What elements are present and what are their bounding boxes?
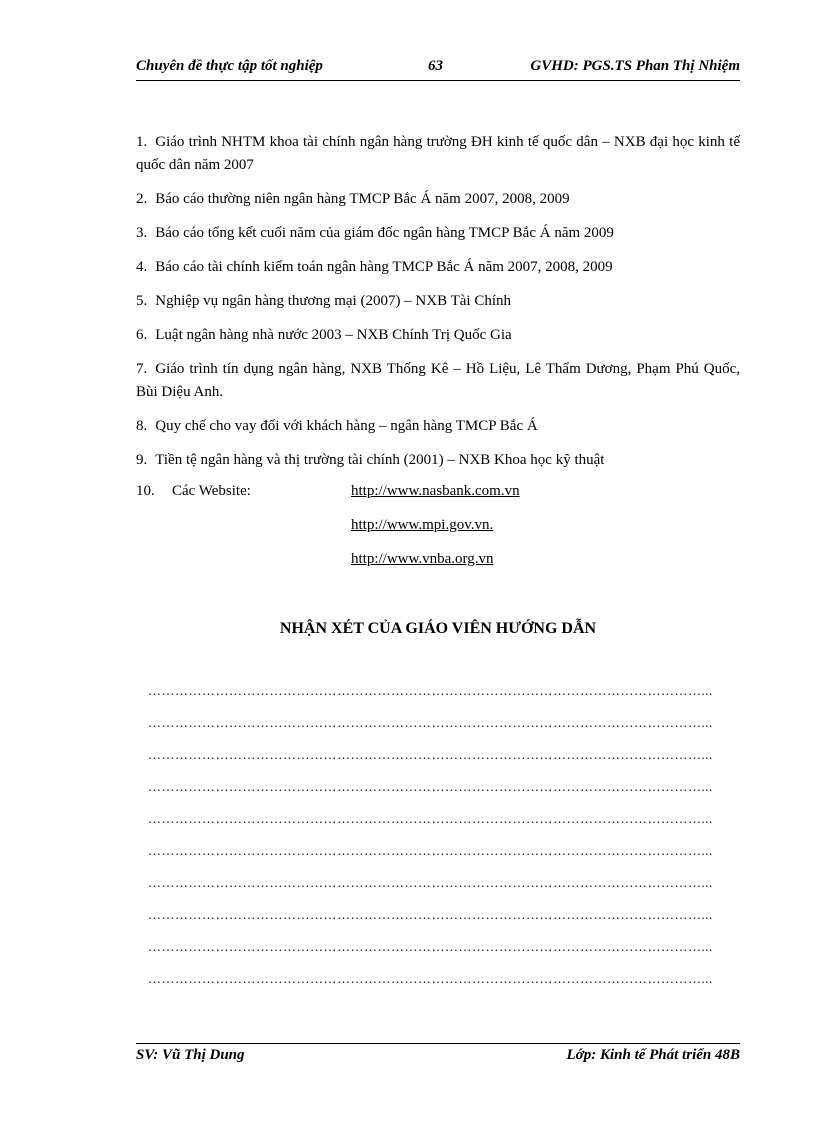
reference-item: [136, 131, 740, 177]
header-title: Chuyên đề thực tập tốt nghiệp: [136, 58, 323, 74]
reference-text: Quy chế cho vay đối với khách hàng – ngân hàng TMCP Bắc Á: [155, 418, 538, 434]
comment-line: ……………………………………………………………………………………………………………...: [148, 939, 713, 954]
reference-text: Báo cáo tài chính kiểm toán ngân hàng TMCP Bắc Á năm 2007, 2008, 2009: [155, 259, 613, 275]
reference-text: Nghiệp vụ ngân hàng thương mại (2007) – NXB Tài Chính: [155, 293, 511, 309]
page-footer: [136, 1043, 740, 1070]
reference-number: 3.: [136, 225, 148, 241]
website-link-vnba[interactable]: http://www.vnba.org.vn: [351, 551, 494, 567]
reference-text: Giáo trình tín dụng ngân hàng, NXB Thống Kê – Hồ Liệu, Lê Thẩm Dương, Phạm Phú Quốc, Bùi Diệu Anh.: [136, 361, 740, 400]
website-row: [136, 483, 740, 517]
reference-item: [136, 188, 740, 211]
reference-text: Luật ngân hàng nhà nước 2003 – NXB Chính Trị Quốc Gia: [155, 327, 512, 343]
reference-item: [136, 324, 740, 347]
comment-lines: [148, 683, 728, 1003]
reference-number: 5.: [136, 293, 148, 309]
reference-number: 9.: [136, 452, 148, 468]
comment-line: ……………………………………………………………………………………………………………...: [148, 843, 713, 858]
reference-number: 2.: [136, 191, 148, 207]
comment-line: ……………………………………………………………………………………………………………...: [148, 779, 713, 794]
reference-item: [136, 290, 740, 313]
page-header: [136, 56, 740, 81]
website-link-mpi[interactable]: http://www.mpi.gov.vn.: [351, 517, 494, 533]
websites-label: Các Website:: [172, 483, 251, 499]
header-advisor: GVHD: PGS.TS Phan Thị Nhiệm: [530, 58, 740, 74]
reference-item: [136, 449, 740, 472]
website-row: [136, 551, 740, 585]
comment-line: ……………………………………………………………………………………………………………...: [148, 683, 713, 698]
reference-number: 6.: [136, 327, 148, 343]
reference-number: 1.: [136, 134, 148, 150]
reference-number: 10.: [136, 483, 155, 499]
comment-line: ……………………………………………………………………………………………………………...: [148, 875, 713, 890]
reference-text: Tiền tệ ngân hàng và thị trường tài chính (2001) – NXB Khoa học kỹ thuật: [155, 452, 605, 468]
website-row: [136, 517, 740, 551]
footer-student: SV: Vũ Thị Dung: [136, 1047, 245, 1063]
footer-class: Lớp: Kinh tế Phát triển 48B: [566, 1047, 740, 1063]
comment-line: ……………………………………………………………………………………………………………...: [148, 907, 713, 922]
reference-text: Giáo trình NHTM khoa tài chính ngân hàng trường ĐH kinh tế quốc dân – NXB đại học kinh tế quốc dân năm 2007: [136, 134, 740, 173]
comment-line: ……………………………………………………………………………………………………………...: [148, 811, 713, 826]
reference-text: Báo cáo tổng kết cuối năm của giám đốc ngân hàng TMCP Bắc Á năm 2009: [155, 225, 614, 241]
reference-item: [136, 415, 740, 438]
reference-text: Báo cáo thường niên ngân hàng TMCP Bắc Á năm 2007, 2008, 2009: [155, 191, 570, 207]
reference-item: [136, 256, 740, 279]
comment-line: ……………………………………………………………………………………………………………...: [148, 747, 713, 762]
reference-item: [136, 358, 740, 404]
reference-number: 4.: [136, 259, 148, 275]
page-number: 63: [428, 58, 443, 74]
website-link-nasbank[interactable]: http://www.nasbank.com.vn: [351, 483, 520, 499]
comment-line: ……………………………………………………………………………………………………………...: [148, 715, 713, 730]
reference-number: 8.: [136, 418, 148, 434]
reference-number: 7.: [136, 361, 148, 377]
comment-line: ……………………………………………………………………………………………………………...: [148, 971, 713, 986]
reference-list: [136, 131, 740, 585]
reference-item: [136, 222, 740, 245]
comment-section-title: NHẬN XÉT CỦA GIÁO VIÊN HƯỚNG DẪN: [279, 620, 597, 637]
